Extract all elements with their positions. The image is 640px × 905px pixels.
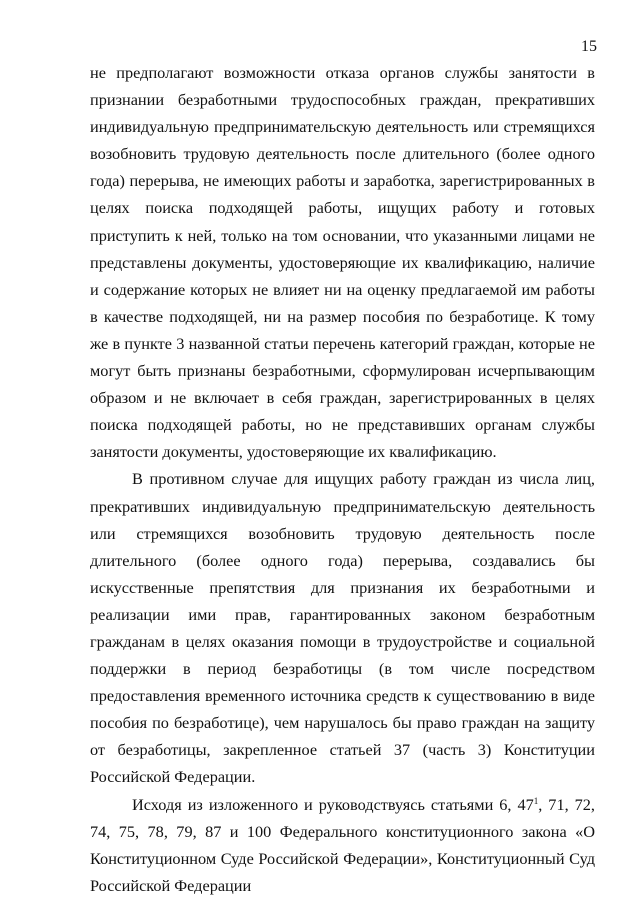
page-number: 15 [581, 38, 597, 55]
paragraph-contrary-case: В противном случае для ищущих работу граждан из числа лиц, прекративших индивидуальную предпринимательскую деятельность или стремящихся возобновить трудовую деятельность после длительного (более одного года) перерыва, создавались бы искусственные препятствия для признания их безработными и реализации ими прав, гарантированных законом безработным гражданам в целях оказания помощи в трудоустройстве и социальной поддержки в период безработицы (в том числе посредством предоставления временного источника средств к существованию в виде пособия по безработице), чем нарушалось бы право граждан на защиту от безработицы, закрепленное статьей 37 (часть 3) Конституции Российской Федерации. [90, 469, 595, 787]
article-superscript: 1 [533, 795, 539, 806]
paragraph-continuation: не предполагают возможности отказа органов службы занятости в признании безработными трудоспособных граждан, прекративших индивидуальную предпринимательскую деятельность или стремящихся возобновить трудовую деятельность после длительного (более одного года) перерыва, не имеющих работы и заработка, зарегистрированных в целях поиска подходящей работы, ищущих работу и готовых приступить к ней, только на том основании, что указанными лицами не представлены документы, удостоверяющие их квалификацию, наличие и содержание которых не влияет ни на оценку предлагаемой им работы в качестве подходящей, ни на размер пособия по безработице. К тому же в пункте 3 названной статьи перечень категорий граждан, которые не могут быть признаны безработными, сформулирован исчерпывающим образом и не включает в себя граждан, зарегистрированных в целях поиска подходящей работы, но не представивших органам службы занятости документы, удостоверяющие их квалификацию. [90, 63, 595, 462]
resolution-text-start: Исходя из изложенного и руководствуясь статьями 6, 47 [132, 794, 534, 814]
resolution-text-end: , 71, 72, 74, 75, 78, 79, 87 и 100 Федерального конституционного закона «О Конституционном Суде Российской Федерации», Конституционный Суд Российской Федерации [90, 794, 595, 895]
document-body [90, 59, 595, 899]
paragraph-resolution-basis [90, 791, 595, 899]
